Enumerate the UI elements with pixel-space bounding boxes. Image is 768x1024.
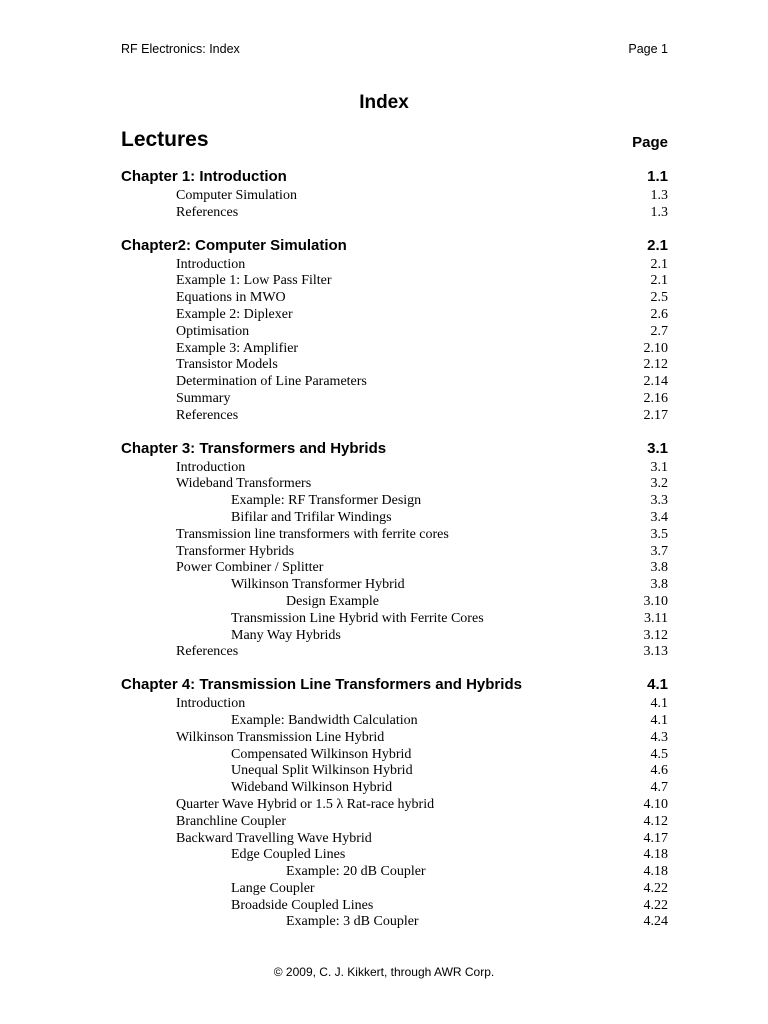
toc-entry-title: Example 3: Amplifier [176,340,299,356]
toc-entry-page-number: 3.5 [650,526,668,542]
toc-entry-page-number: 4.18 [643,864,668,880]
toc-entry-page-number: 2.1 [650,256,668,272]
chapter-page-number: 1.1 [647,168,668,185]
toc-entry [121,644,668,661]
toc-entry [121,914,668,931]
toc-entry-page-number: 3.12 [643,627,668,643]
toc-entry-page-number: 4.24 [643,914,668,930]
toc-entry-page-number: 4.17 [643,830,668,846]
toc-entry-page-number: 4.3 [650,729,668,745]
toc-entry-title: Example: 3 dB Coupler [286,914,419,930]
toc-entry-title: Branchline Coupler [176,813,287,829]
toc-entry-title: Introduction [176,459,246,475]
toc-entry-title: Introduction [176,256,246,272]
lectures-heading-row [121,128,668,156]
toc-entry-page-number: 2.10 [643,340,668,356]
toc-entry [121,257,668,274]
toc-entry [121,797,668,814]
toc-entry [121,560,668,577]
toc-entry [121,205,668,222]
toc-entry [121,374,668,391]
toc-entry [121,713,668,730]
page-column-heading: Page [632,134,668,151]
toc-entry-page-number: 4.5 [650,746,668,762]
chapter-heading [121,235,668,257]
toc-entry-title: References [176,204,239,220]
chapter-title: Chapter2: Computer Simulation [121,236,347,254]
toc-entry-page-number: 4.22 [643,897,668,913]
chapter-title: Chapter 4: Transmission Line Transformers and Hybrids [121,676,522,694]
toc-entry-page-number: 2.7 [650,323,668,339]
toc-entry-title: Power Combiner / Splitter [176,560,324,576]
toc-entry-title: Backward Travelling Wave Hybrid [176,830,372,846]
toc-entry-title: Bifilar and Trifilar Windings [231,509,392,525]
chapter-page-number: 4.1 [647,676,668,694]
toc-entry [121,408,668,425]
toc-entry [121,814,668,831]
toc-entry [121,460,668,477]
toc-entry [121,831,668,848]
toc-entry [121,611,668,628]
toc-entry [121,628,668,645]
header-page-number: Page 1 [628,42,668,56]
toc-entry-title: Transmission Line Hybrid with Ferrite Cores [231,610,484,626]
toc-entry-page-number: 3.8 [650,577,668,593]
toc-entry-title: Introduction [176,696,246,712]
toc-entry [121,324,668,341]
toc-entry [121,898,668,915]
toc-entry-title: Example 2: Diplexer [176,306,293,322]
toc-entry-page-number: 3.3 [650,493,668,509]
toc-entry-page-number: 4.18 [643,847,668,863]
toc-entry-page-number: 2.16 [643,390,668,406]
toc-entry-page-number: 3.7 [650,543,668,559]
toc-entry-title: Transformer Hybrids [176,543,295,559]
toc-entry-page-number: 2.12 [643,357,668,373]
toc-entry-page-number: 3.1 [650,459,668,475]
toc-entry-page-number: 4.22 [643,880,668,896]
toc-entry-title: Wilkinson Transmission Line Hybrid [176,729,385,745]
chapter-page-number: 2.1 [647,236,668,254]
toc-entry [121,696,668,713]
toc-entry-title: Example: Bandwidth Calculation [231,712,418,728]
toc-entry [121,544,668,561]
toc-entry [121,527,668,544]
toc-entry [121,188,668,205]
toc-entry-page-number: 1.3 [650,188,668,203]
toc-entry-title: Many Way Hybrids [231,627,341,643]
toc-entry-page-number: 4.1 [650,712,668,728]
toc-entry-page-number: 3.8 [650,560,668,576]
toc-entry [121,847,668,864]
toc-entry-title: Example: RF Transformer Design [231,493,422,509]
toc-entry-title: Example 1: Low Pass Filter [176,273,332,289]
page-footer: © 2009, C. J. Kikkert, through AWR Corp. [273,965,495,979]
toc-entry-page-number: 3.4 [650,509,668,525]
toc-entry [121,273,668,290]
lectures-heading: Lectures [121,128,209,151]
toc-entry-page-number: 2.14 [643,374,668,390]
toc-entry-title: Wideband Wilkinson Hybrid [231,780,393,796]
toc-entry-page-number: 4.7 [650,780,668,796]
toc-entry-title: Example: 20 dB Coupler [286,864,426,880]
toc-entry [121,493,668,510]
chapter-heading [121,438,668,460]
page-title: Index [359,92,409,113]
toc-entry [121,864,668,881]
toc-entry-title: Compensated Wilkinson Hybrid [231,746,412,762]
toc-entry-title: Optimisation [176,323,250,339]
toc-entry [121,290,668,307]
toc-entry-page-number: 4.6 [650,763,668,779]
toc-entry [121,391,668,408]
toc-entry [121,341,668,358]
toc-entry [121,594,668,611]
toc-entry-page-number: 3.10 [643,593,668,609]
toc-entry-title: Wilkinson Transformer Hybrid [231,577,405,593]
toc-entry-title: Computer Simulation [176,188,297,203]
toc-entry-page-number: 3.11 [644,610,668,626]
toc-entry-title: References [176,407,239,423]
toc-entry-title: Design Example [286,593,379,609]
toc-entry [121,577,668,594]
toc-entry-page-number: 2.17 [643,407,668,423]
toc-entry-page-number: 3.13 [643,644,668,660]
toc-entry [121,730,668,747]
toc-entry-title: Broadside Coupled Lines [231,897,374,913]
toc-entry-page-number: 4.12 [643,813,668,829]
toc-entry-page-number: 4.1 [650,696,668,712]
toc-entry [121,510,668,527]
toc-entry-title: Edge Coupled Lines [231,847,346,863]
toc-entry-title: Unequal Split Wilkinson Hybrid [231,763,413,779]
toc-entry-page-number: 4.10 [643,796,668,812]
chapter-heading [121,166,668,188]
toc-entry [121,747,668,764]
table-of-contents [121,166,668,931]
page-header [121,42,668,60]
toc-entry [121,307,668,324]
toc-entry-title: Lange Coupler [231,880,315,896]
toc-entry-page-number: 3.2 [650,476,668,492]
chapter-title: Chapter 1: Introduction [121,168,287,185]
toc-entry [121,881,668,898]
toc-entry-page-number: 2.6 [650,306,668,322]
chapter-title: Chapter 3: Transformers and Hybrids [121,439,387,457]
toc-entry-page-number: 2.5 [650,290,668,306]
toc-entry-title: Transmission line transformers with ferrite cores [176,526,449,542]
toc-entry-title: Equations in MWO [176,290,286,306]
toc-entry-title: References [176,644,239,660]
toc-entry [121,780,668,797]
chapter-page-number: 3.1 [647,439,668,457]
toc-entry-title: Summary [176,390,231,406]
toc-entry [121,763,668,780]
toc-entry-title: Wideband Transformers [176,476,312,492]
toc-entry [121,476,668,493]
toc-entry-title: Quarter Wave Hybrid or 1.5 λ Rat-race hybrid [176,796,435,812]
header-document-title: RF Electronics: Index [121,42,240,56]
toc-entry-title: Determination of Line Parameters [176,374,367,390]
chapter-heading [121,674,668,696]
toc-entry [121,357,668,374]
toc-entry-title: Transistor Models [176,357,278,373]
toc-entry-page-number: 1.3 [650,204,668,220]
toc-entry-page-number: 2.1 [650,273,668,289]
